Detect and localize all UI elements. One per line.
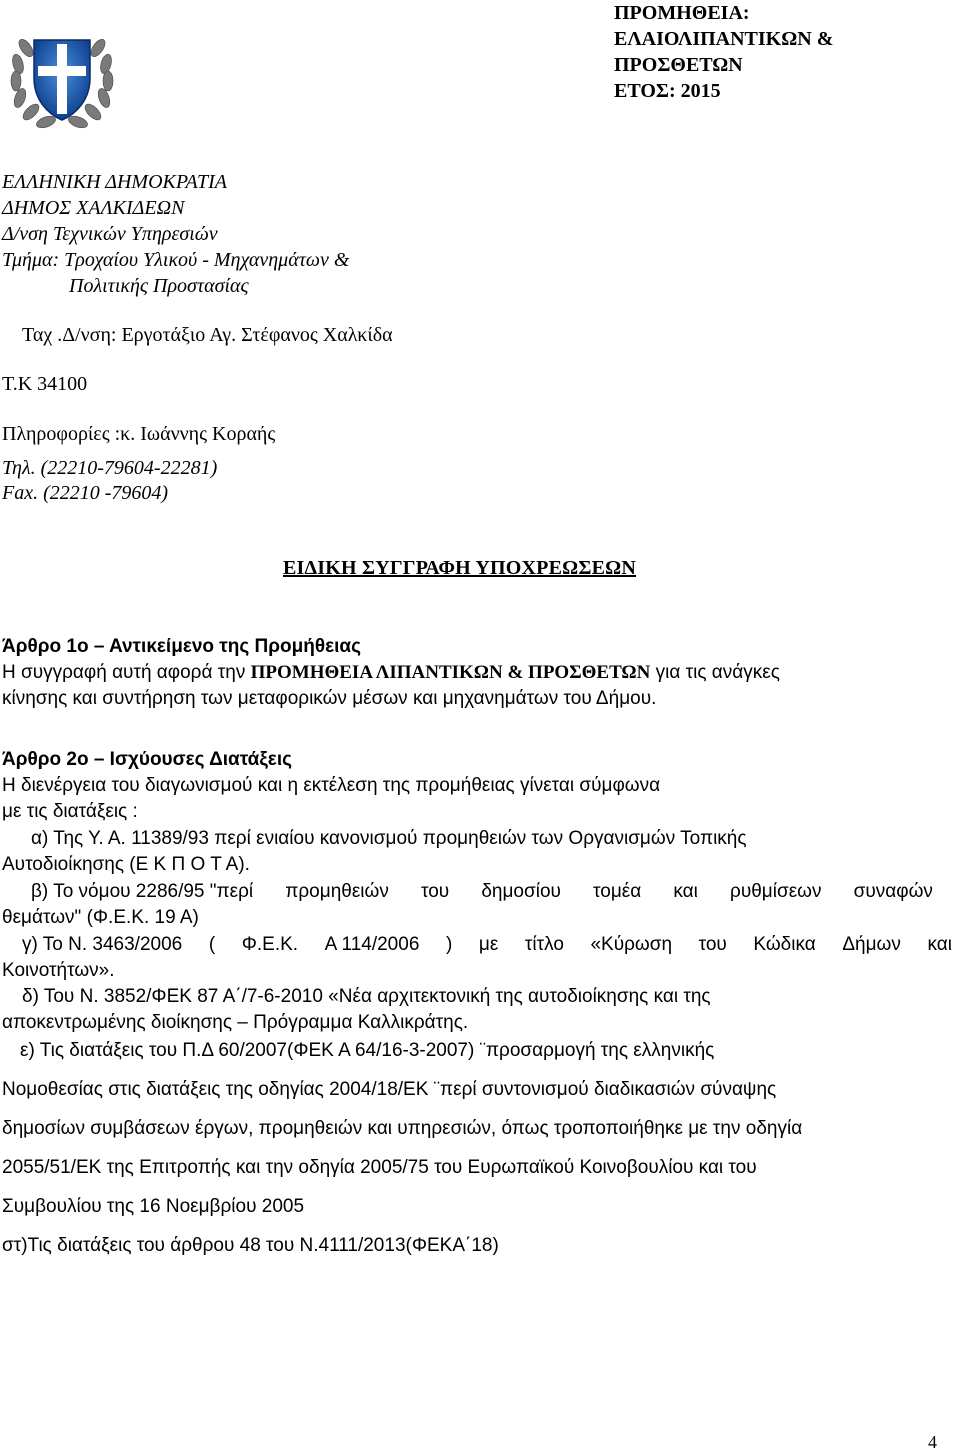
word: του [421, 881, 450, 902]
word: Δήμων [842, 934, 901, 955]
word: Φ.Ε.Κ. [241, 934, 299, 955]
provision-e-line-3: δημοσίων συμβάσεων έργων, προμηθειών και υπηρεσιών, όπως τροποποιήθηκε με την οδηγία [2, 1118, 803, 1139]
word: τομέα [593, 881, 642, 902]
word: γ) Το Ν. 3463/2006 [22, 934, 183, 955]
word: και [927, 934, 952, 955]
article-2-title: Άρθρο 2ο – Ισχύουσες Διατάξεις [2, 749, 292, 770]
postcode: Τ.Κ 34100 [2, 373, 88, 395]
department-name-cont: Πολιτικής Προστασίας [69, 275, 249, 297]
word: Α 114/2006 [324, 934, 420, 955]
document-header-title [614, 0, 833, 104]
word: και [673, 881, 698, 902]
provision-c-line-2: Κοινοτήτων». [2, 960, 115, 981]
provision-d-line-2: αποκεντρωμένης διοίκησης – Πρόγραμμα Καλλικράτης. [2, 1012, 469, 1033]
provision-b-line-1 [31, 879, 933, 905]
article-1-line-2: κίνησης και συντήρηση των μεταφορικών μέσων και μηχανημάτων του Δήμου. [2, 688, 657, 709]
word: Κώδικα [753, 934, 816, 955]
word: του [698, 934, 727, 955]
word: ) [445, 934, 453, 955]
agency-name: ΕΛΛΗΝΙΚΗ ΔΗΜΟΚΡΑΤΙΑ [2, 171, 227, 193]
provision-e-line-2: Νομοθεσίας στις διατάξεις της οδηγίας 2004/18/ΕΚ ¨περί συντονισμού διαδικασιών σύναψης [2, 1079, 777, 1100]
article-1-subject-bold: ΠΡΟΜΗΘΕΙΑ ΛΙΠΑΝΤΙΚΩΝ & ΠΡΟΣΘΕΤΩΝ [250, 662, 651, 683]
phone-number: Τηλ. (22210-79604-22281) [2, 457, 218, 479]
provision-e-line-4: 2055/51/ΕΚ της Επιτροπής και την οδηγία 2005/75 του Ευρωπαϊκού Κοινοβουλίου και του [2, 1157, 757, 1178]
header-line: ΠΡΟΜΗΘΕΙΑ: [614, 2, 750, 24]
word: ρυθμίσεων [730, 881, 822, 902]
word: συναφών [853, 881, 933, 902]
word: δημοσίου [481, 881, 561, 902]
provision-b-line-2: θεμάτων" (Φ.Ε.Κ. 19 Α) [2, 907, 199, 928]
article-1-title: Άρθρο 1ο – Αντικείμενο της Προμήθειας [2, 636, 361, 657]
word: β) Το νόμου 2286/95 "περί [31, 881, 254, 902]
directorate-name: Δ/νση Τεχνικών Υπηρεσιών [2, 223, 218, 245]
word: ( [208, 934, 216, 955]
word: «Κύρωση [590, 934, 673, 955]
document-main-heading: ΕΙΔΙΚΗ ΣΥΓΓΡΑΦΗ ΥΠΟΧΡΕΩΣΕΩΝ [283, 557, 637, 579]
provision-e-line-1: ε) Τις διατάξεις του Π.Δ 60/2007(ΦΕΚ Α 64/16-3-2007) ¨προσαρμογή της ελληνικής [20, 1040, 715, 1061]
contact-person: Πληροφορίες :κ. Ιωάννης Κοραής [2, 423, 276, 445]
header-line: ΕΛΑΙΟΛΙΠΑΝΤΙΚΩΝ & [614, 28, 834, 50]
provision-c-line-1 [22, 932, 952, 958]
municipality-name: ΔΗΜΟΣ ΧΑΛΚΙΔΕΩΝ [2, 197, 185, 219]
provision-a-line-1: α) Της Υ. Α. 11389/93 περί ενιαίου κανονισμού προμηθειών των Οργανισμών Τοπικής [31, 828, 747, 849]
header-line: ΠΡΟΣΘΕΤΩΝ [614, 54, 743, 76]
provision-d-line-1: δ) Του Ν. 3852/ΦΕΚ 87 Α΄/7-6-2010 «Νέα αρχιτεκτονική της αυτοδιοίκησης και της [22, 986, 711, 1007]
fax-number: Fax. (22210 -79604) [2, 482, 169, 504]
greek-coat-of-arms-emblem [4, 18, 120, 134]
postal-address: Ταχ .Δ/νση: Εργοτάξιο Αγ. Στέφανος Χαλκίδα [22, 324, 393, 346]
header-line: ΕΤΟΣ: 2015 [614, 80, 721, 102]
provision-e-line-5: Συμβουλίου της 16 Νοεμβρίου 2005 [2, 1196, 305, 1217]
article-2-intro-1: Η διενέργεια του διαγωνισμού και η εκτέλεση της προμήθειας γίνεται σύμφωνα [2, 775, 661, 796]
article-1-text-pre: Η συγγραφή αυτή αφορά την [2, 662, 251, 683]
word: προμηθειών [285, 881, 389, 902]
department-name: Τμήμα: Τροχαίου Υλικού - Μηχανημάτων & [2, 249, 350, 271]
article-2-intro-2: με τις διατάξεις : [2, 801, 138, 822]
article-1-line-1 [2, 660, 780, 686]
word: με [478, 934, 499, 955]
article-1-text-post: για τις ανάγκες [650, 662, 780, 683]
word: τίτλο [524, 934, 564, 955]
page-number: 4 [928, 1432, 937, 1452]
provision-a-line-2: Αυτοδιοίκησης (Ε Κ Π Ο Τ Α). [2, 854, 250, 875]
provision-f-line-1: στ)Τις διατάξεις του άρθρου 48 του Ν.4111/2013(ΦΕΚΑ΄18) [2, 1235, 499, 1256]
